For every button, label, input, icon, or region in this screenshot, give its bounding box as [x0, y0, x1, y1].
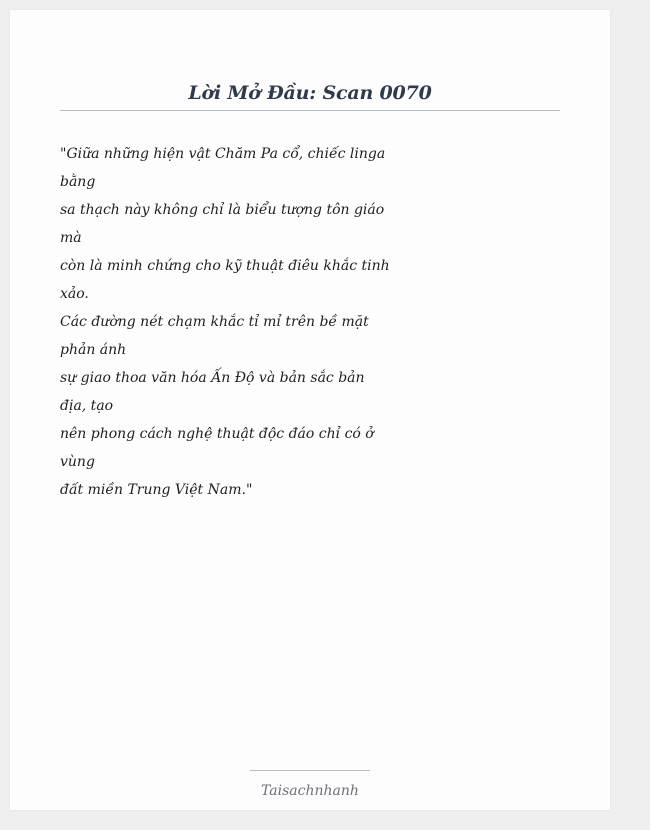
text-line: đất miền Trung Việt Nam." — [60, 482, 253, 498]
title-divider — [60, 110, 560, 111]
text-line: mà — [60, 230, 82, 246]
text-line: bằng — [60, 174, 96, 190]
text-line: sa thạch này không chỉ là biểu tượng tôn giáo — [60, 202, 385, 218]
text-line: địa, tạo — [60, 398, 114, 414]
text-line: phản ánh — [60, 342, 127, 358]
quote-body — [60, 140, 390, 504]
text-line: vùng — [60, 454, 95, 470]
page-title: Lời Mở Đầu: Scan 0070 — [188, 82, 432, 104]
text-line: Các đường nét chạm khắc tỉ mỉ trên bề mặt — [60, 314, 369, 330]
document-page — [10, 10, 610, 810]
text-line: xảo. — [60, 286, 89, 302]
text-line: còn là minh chứng cho kỹ thuật điêu khắc tinh — [60, 258, 390, 274]
footer-divider — [250, 770, 370, 771]
footer-signature: Taisachnhanh — [261, 783, 359, 799]
text-line: nên phong cách nghệ thuật độc đáo chỉ có ở — [60, 426, 374, 442]
text-line: "Giữa những hiện vật Chăm Pa cổ, chiếc linga — [60, 146, 386, 162]
text-line: sự giao thoa văn hóa Ấn Độ và bản sắc bản — [60, 370, 365, 386]
